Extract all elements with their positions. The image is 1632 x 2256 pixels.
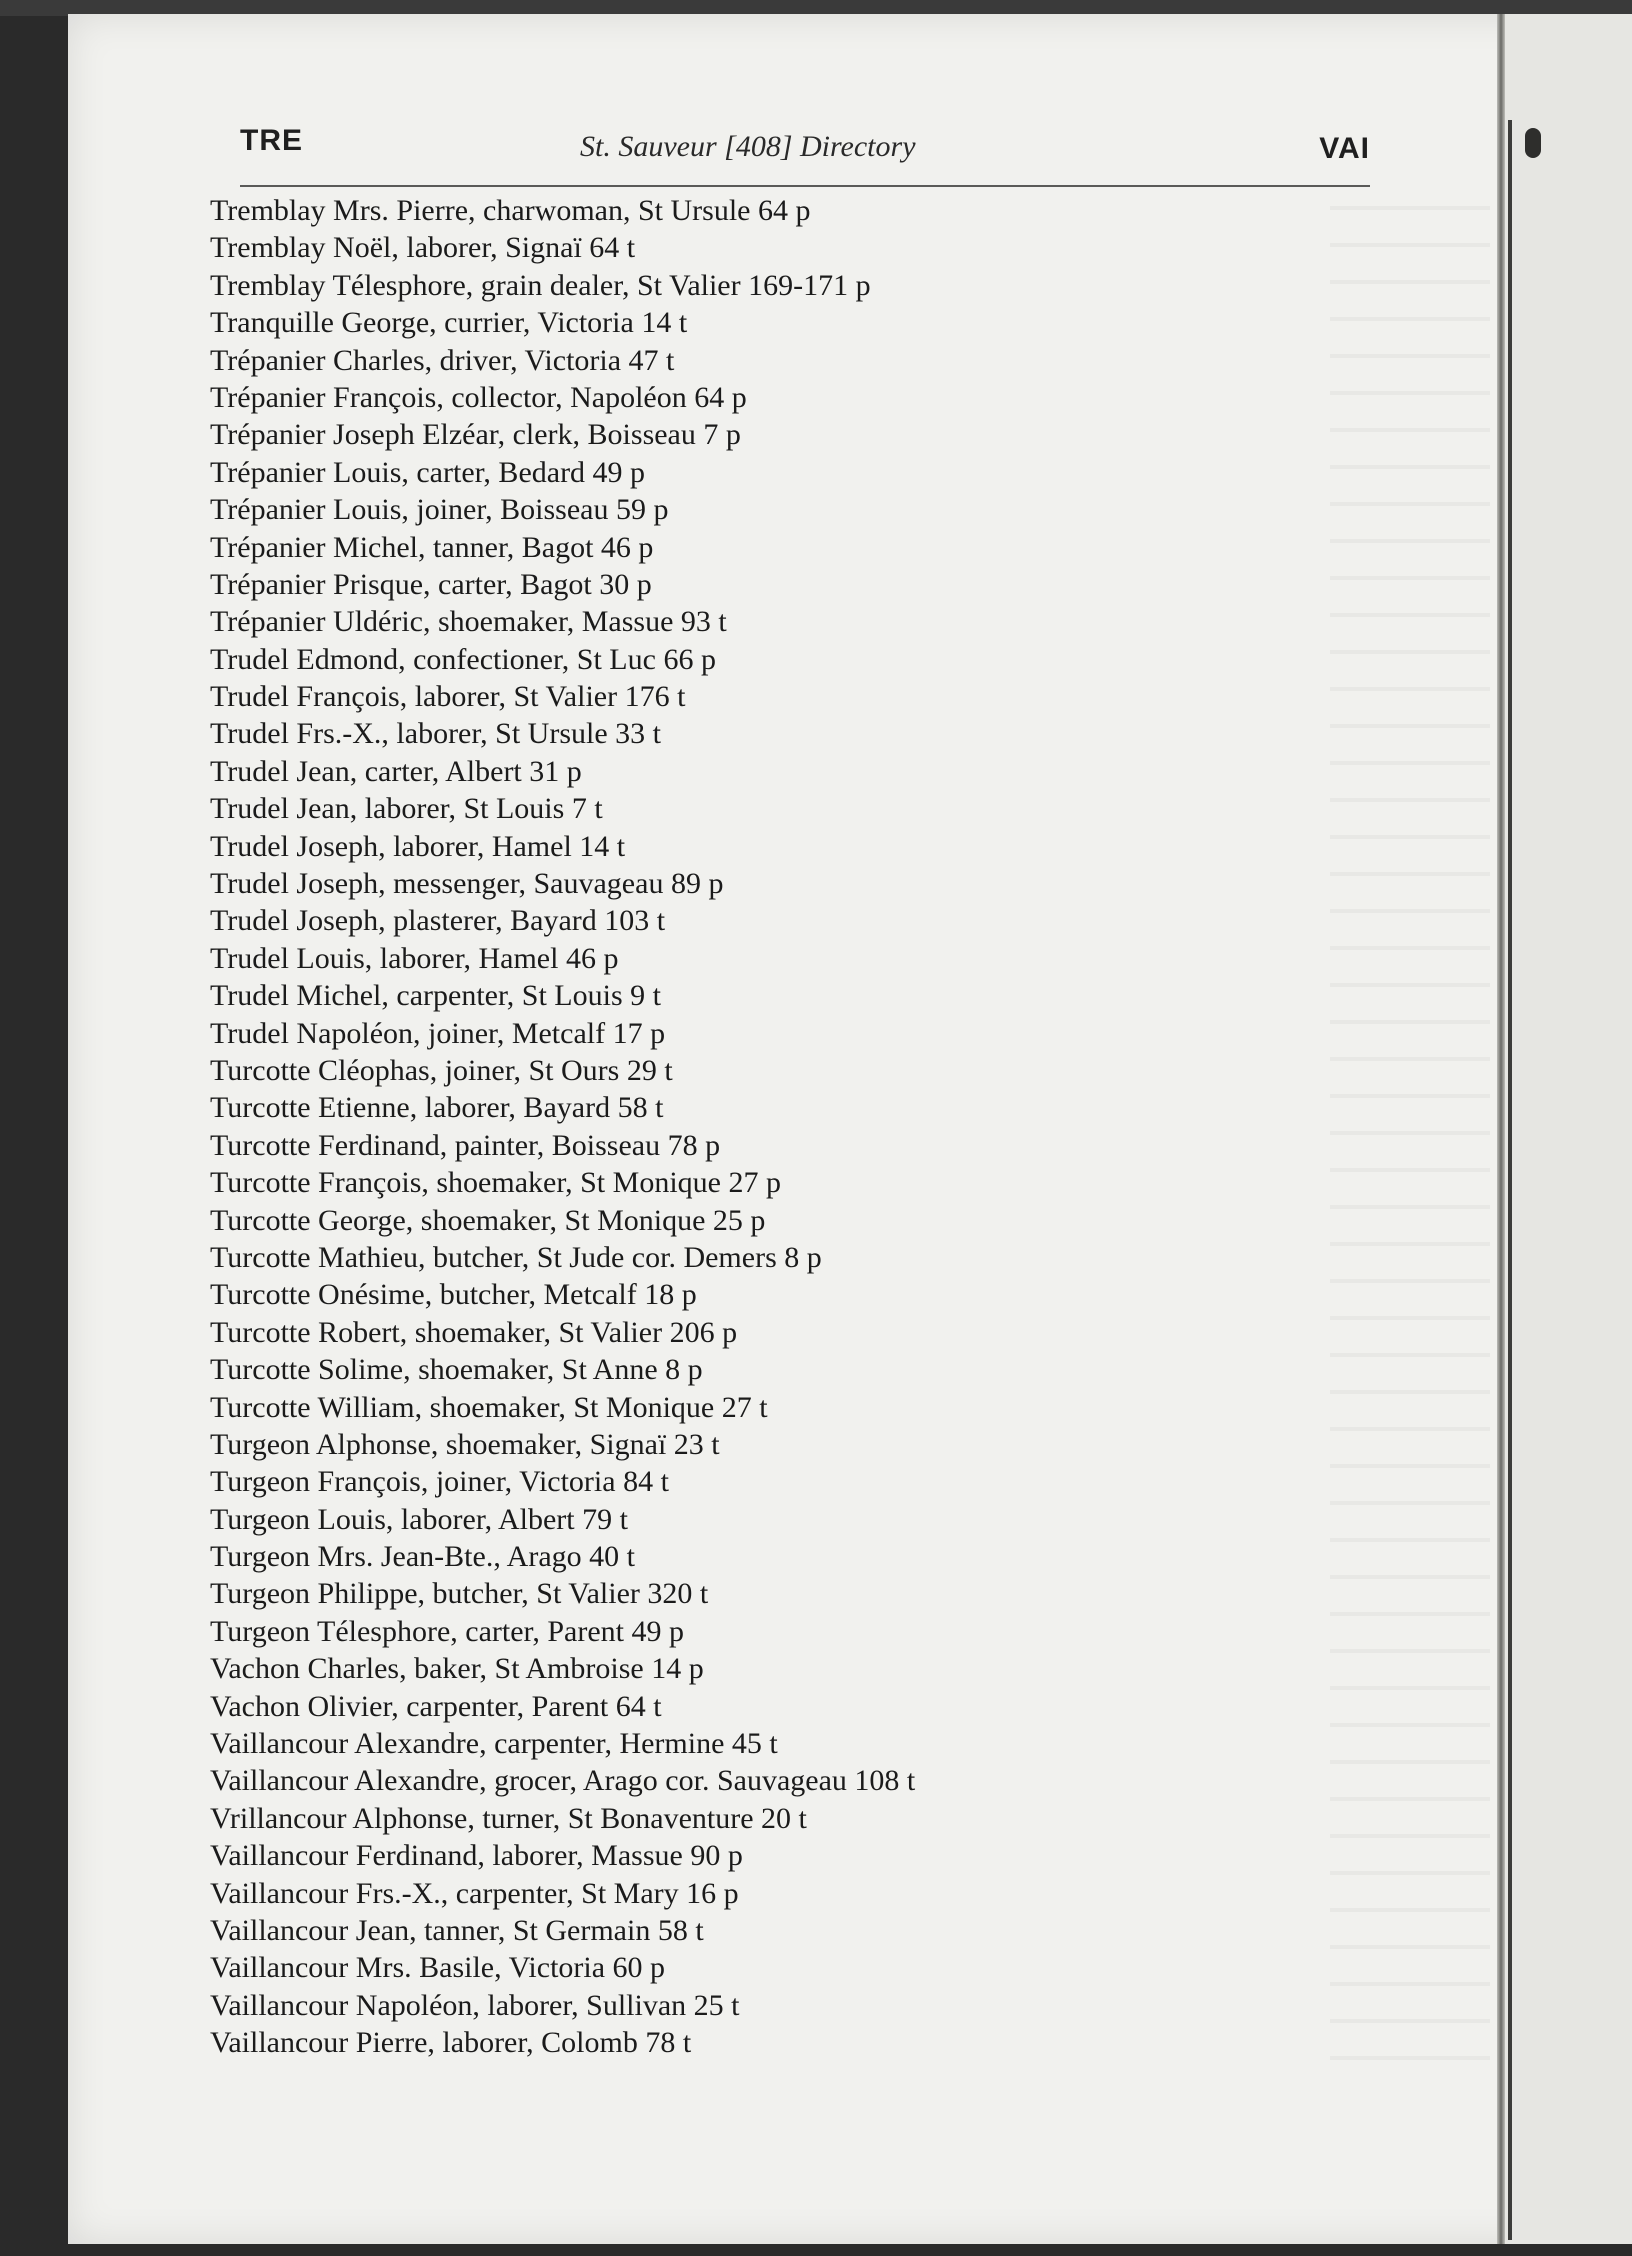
directory-entry: Trépanier Louis, joiner, Boisseau 59 p	[210, 493, 669, 527]
directory-entry: Trudel Joseph, plasterer, Bayard 103 t	[210, 904, 666, 938]
directory-entry: Vrillancour Alphonse, turner, St Bonaventure 20 t	[210, 1801, 807, 1835]
directory-entry: Turcotte William, shoemaker, St Monique 27 t	[210, 1390, 768, 1424]
directory-entry: Vachon Olivier, carpenter, Parent 64 t	[210, 1689, 662, 1723]
directory-entry: Trépanier Prisque, carter, Bagot 30 p	[210, 567, 652, 601]
directory-entry: Trudel Michel, carpenter, St Louis 9 t	[210, 979, 661, 1013]
directory-entry: Turgeon Philippe, butcher, St Valier 320 t	[210, 1577, 709, 1611]
directory-entry: Turgeon François, joiner, Victoria 84 t	[210, 1465, 669, 1499]
directory-entry: Vaillancour Alexandre, grocer, Arago cor. Sauvageau 108 t	[210, 1764, 916, 1798]
header-running-title: St. Sauveur [408] Directory	[580, 130, 916, 163]
directory-entry: Vaillancour Napoléon, laborer, Sullivan 25 t	[210, 1988, 740, 2022]
facing-page-edge	[1505, 14, 1632, 2244]
header-right-guideword: VAI	[1319, 132, 1370, 165]
directory-entry: Trudel Napoléon, joiner, Metcalf 17 p	[210, 1016, 666, 1050]
directory-entry: Turcotte Ferdinand, painter, Boisseau 78 p	[210, 1128, 721, 1162]
directory-entry: Turcotte Robert, shoemaker, St Valier 206 p	[210, 1315, 738, 1349]
directory-entry: Turcotte Etienne, laborer, Bayard 58 t	[210, 1091, 664, 1125]
directory-entry: Trudel Joseph, messenger, Sauvageau 89 p	[210, 867, 724, 901]
directory-entry: Turcotte Cléophas, joiner, St Ours 29 t	[210, 1053, 673, 1087]
directory-entry: Turcotte Onésime, butcher, Metcalf 18 p	[210, 1278, 697, 1312]
directory-entry: Vaillancour Pierre, laborer, Colomb 78 t	[210, 2026, 692, 2060]
binding-knot	[1525, 128, 1541, 158]
directory-entry: Vaillancour Alexandre, carpenter, Hermine 45 t	[210, 1727, 778, 1761]
directory-entry: Turgeon Télesphore, carter, Parent 49 p	[210, 1614, 684, 1648]
directory-entry: Trépanier Charles, driver, Victoria 47 t	[210, 343, 675, 377]
page-header	[240, 124, 1370, 174]
directory-entry: Turcotte Mathieu, butcher, St Jude cor. Demers 8 p	[210, 1240, 822, 1274]
directory-entry: Trépanier Louis, carter, Bedard 49 p	[210, 455, 646, 489]
book-gutter	[1497, 14, 1505, 2244]
directory-entry: Trudel François, laborer, St Valier 176 t	[210, 680, 686, 714]
directory-entry: Turcotte François, shoemaker, St Monique 27 p	[210, 1166, 781, 1200]
directory-entry: Trudel Joseph, laborer, Hamel 14 t	[210, 829, 626, 863]
binding-thread	[1508, 120, 1512, 2240]
directory-entry: Trépanier Michel, tanner, Bagot 46 p	[210, 530, 654, 564]
directory-entry: Trépanier Uldéric, shoemaker, Massue 93 t	[210, 605, 727, 639]
directory-entry: Tremblay Noël, laborer, Signaï 64 t	[210, 231, 636, 265]
header-left-guideword: TRE	[240, 124, 303, 157]
directory-entry: Turcotte George, shoemaker, St Monique 25 p	[210, 1203, 766, 1237]
directory-entry: Trudel Louis, laborer, Hamel 46 p	[210, 941, 619, 975]
directory-entry: Vaillancour Frs.-X., carpenter, St Mary 16 p	[210, 1876, 739, 1910]
directory-entry: Turgeon Mrs. Jean-Bte., Arago 40 t	[210, 1540, 635, 1574]
directory-entry: Trépanier Joseph Elzéar, clerk, Boisseau 7 p	[210, 418, 741, 452]
directory-entries	[210, 192, 1350, 2062]
directory-entry: Trudel Jean, carter, Albert 31 p	[210, 754, 582, 788]
directory-entry: Vaillancour Jean, tanner, St Germain 58 t	[210, 1913, 704, 1947]
directory-entry: Trudel Jean, laborer, St Louis 7 t	[210, 792, 603, 826]
directory-entry: Tremblay Mrs. Pierre, charwoman, St Ursule 64 p	[210, 194, 811, 227]
directory-entry: Trépanier François, collector, Napoléon 64 p	[210, 380, 747, 414]
directory-entry: Trudel Frs.-X., laborer, St Ursule 33 t	[210, 717, 661, 751]
directory-entry: Turgeon Louis, laborer, Albert 79 t	[210, 1502, 628, 1536]
directory-entry: Turgeon Alphonse, shoemaker, Signaï 23 t	[210, 1427, 720, 1461]
directory-entry: Tremblay Télesphore, grain dealer, St Valier 169-171 p	[210, 268, 871, 302]
directory-entry: Turcotte Solime, shoemaker, St Anne 8 p	[210, 1353, 703, 1387]
directory-entry: Trudel Edmond, confectioner, St Luc 66 p	[210, 642, 716, 676]
header-rule	[240, 185, 1370, 187]
directory-entry: Vaillancour Ferdinand, laborer, Massue 90 p	[210, 1839, 743, 1873]
directory-entry: Vachon Charles, baker, St Ambroise 14 p	[210, 1652, 704, 1686]
bleed-through-text	[1330, 180, 1490, 2080]
directory-entry: Vaillancour Mrs. Basile, Victoria 60 p	[210, 1951, 666, 1985]
directory-entry: Tranquille George, currier, Victoria 14 t	[210, 306, 688, 340]
